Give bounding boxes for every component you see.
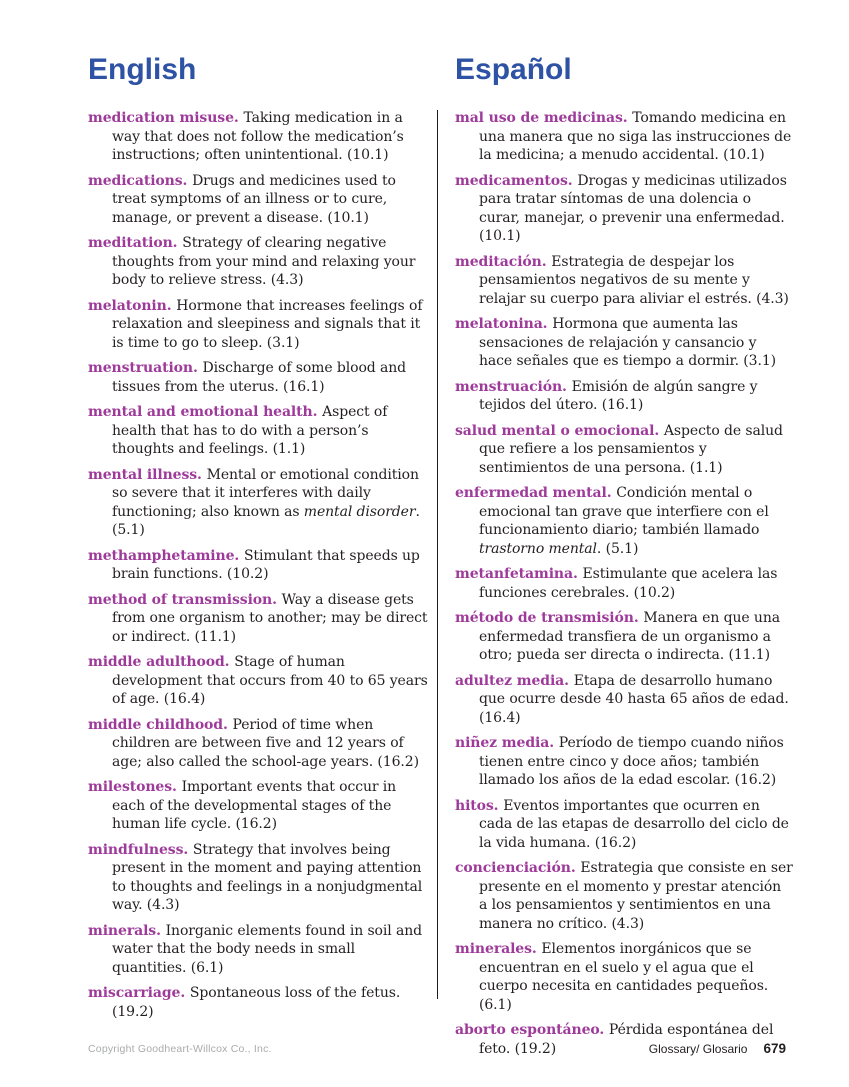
definition-text: Mental or emotional condition so severe that it interferes with daily functioning; also known as [112, 466, 419, 520]
definition-text: Aspect of health that has to do with a person’s thoughts and feelings. (1.1) [112, 404, 388, 457]
definition-text: Estrategia que consiste en ser presente en el momento y prestar atención a los pensamientos y sentimientos en una manera no crítico. (4.3) [479, 860, 793, 932]
glossary-entry [455, 797, 793, 853]
glossary-entry [88, 359, 430, 396]
glossary-term: meditación. [455, 253, 552, 270]
glossary-entry [455, 109, 793, 165]
glossary-entry [455, 734, 793, 790]
glossary-entry [88, 403, 430, 459]
definition-text: Taking medication in a way that does not follow the medication’s instructions; often unintentional. (10.1) [112, 110, 404, 163]
glossary-entry [88, 109, 430, 165]
glossary-term: menstruation. [88, 360, 203, 376]
entry-list-espanol [455, 109, 793, 1058]
glossary-term: minerals. [88, 922, 166, 939]
definition-text: Stage of human development that occurs from 40 to 65 years of age. (16.4) [112, 654, 428, 707]
glossary-term: hitos. [455, 797, 504, 814]
definition-text: Drogas y medicinas utilizados para tratar síntomas de una dolencia o curar, manejar, o prevenir una enfermedad. (10.1) [479, 172, 787, 244]
glossary-entry [455, 422, 793, 478]
glossary-entry [455, 484, 793, 558]
glossary-entry [88, 778, 430, 834]
glossary-term: concienciación. [455, 860, 581, 876]
definition-text: Stimulant that speeds up brain functions. (10.2) [112, 547, 420, 582]
definition-text: Pérdida espontánea del feto. (19.2) [479, 1022, 774, 1057]
glossary-term: medicamentos. [455, 172, 578, 189]
glossary-entry [455, 859, 793, 933]
glossary-term: minerales. [455, 941, 542, 957]
definition-text: Spontaneous loss of the fetus. (19.2) [112, 985, 401, 1020]
column-espanol [455, 53, 793, 1065]
definition-text: Estrategia de despejar los pensamientos negativos de su mente y relajar su cuerpo para aliviar el estrés. (4.3) [479, 253, 789, 307]
definition-text: Strategy of clearing negative thoughts from your mind and relaxing your body to relieve stress. (4.3) [112, 235, 416, 288]
definition-text: Condición mental o emocional tan grave que interfiere con el funcionamiento diario; también llamado [479, 485, 769, 538]
definition-italic-text: mental disorder [303, 503, 416, 520]
definition-text: Aspecto de salud que refiere a los pensamientos y sentimientos de una persona. (1.1) [479, 422, 783, 476]
glossary-term: niñez media. [455, 735, 559, 751]
glossary-term: methamphetamine. [88, 547, 244, 564]
glossary-term: aborto espontáneo. [455, 1022, 609, 1038]
definition-text: . (5.1) [112, 503, 420, 538]
page-number: 679 [763, 1041, 786, 1056]
copyright-text: Copyright Goodheart-Willcox Co., Inc. [88, 1043, 272, 1055]
glossary-term: adultez media. [455, 672, 574, 689]
definition-text: Inorganic elements found in soil and water that the body needs in small quantities. (6.1) [112, 922, 423, 976]
definition-text: Hormona que aumenta las sensaciones de relajación y cansancio y hace señales que es tiempo a dormir. (3.1) [479, 316, 776, 369]
glossary-term: medications. [88, 172, 193, 189]
definition-text: Strategy that involves being present in the moment and paying attention to thoughts and feelings in a nonjudgmental way. (4.3) [112, 841, 423, 913]
glossary-entry [88, 297, 430, 353]
glossary-term: mental illness. [88, 466, 207, 483]
glossary-entry [455, 315, 793, 371]
glossary-term: medication misuse. [88, 110, 244, 126]
footer-section-title: Glossary/ Glosario [648, 1042, 748, 1056]
glossary-term: middle adulthood. [88, 654, 235, 670]
definition-text: Important events that occur in each of the developmental stages of the human life cycle. (16.2) [112, 779, 397, 832]
glossary-term: enfermedad mental. [455, 485, 617, 501]
glossary-entry [455, 672, 793, 728]
glossary-entry [455, 378, 793, 415]
definition-text: Manera en que una enfermedad transfiera de un organismo a otro; pueda ser directa o indirecta. (11.1) [479, 610, 780, 663]
entry-list-english [88, 109, 430, 1021]
glossary-entry [88, 922, 430, 978]
column-heading-espanol: Español [455, 53, 572, 86]
definition-text: Way a disease gets from one organism to another; may be direct or indirect. (11.1) [112, 591, 428, 645]
glossary-term: melatonina. [455, 316, 553, 332]
glossary-term: mindfulness. [88, 841, 193, 858]
definition-text: Emisión de algún sangre y tejidos del útero. (16.1) [479, 378, 758, 413]
glossary-entry [455, 172, 793, 246]
definition-text: Tomando medicina en una manera que no siga las instrucciones de la medicina; a menudo accidental. (10.1) [479, 110, 792, 163]
glossary-term: mal uso de medicinas. [455, 110, 633, 126]
glossary-entry [88, 547, 430, 584]
glossary-term: metanfetamina. [455, 566, 583, 582]
glossary-entry [88, 172, 430, 228]
glossary-entry [455, 565, 793, 602]
definition-text: . (5.1) [596, 540, 639, 557]
glossary-entry [88, 591, 430, 647]
glossary-term: milestones. [88, 779, 182, 795]
definition-text: Elementos inorgánicos que se encuentran en el suelo y el agua que el cuerpo necesita en cantidades pequeños. (6.1) [479, 941, 769, 1013]
glossary-term: método de transmisión. [455, 610, 644, 626]
glossary-entry [88, 653, 430, 709]
glossary-term: miscarriage. [88, 985, 190, 1001]
definition-text: Etapa de desarrollo humano que ocurre desde 40 hasta 65 años de edad. (16.4) [479, 672, 789, 726]
definition-text: Drugs and medicines used to treat symptoms of an illness or to cure, manage, or prevent a disease. (10.1) [112, 172, 396, 226]
glossary-term: melatonin. [88, 297, 177, 314]
glossary-term: middle childhood. [88, 716, 233, 733]
column-heading-english: English [88, 53, 197, 86]
column-english [88, 53, 430, 1028]
definition-text: Discharge of some blood and tissues from the uterus. (16.1) [112, 360, 407, 395]
glossary-entry [88, 466, 430, 540]
glossary-term: mental and emotional health. [88, 404, 323, 420]
glossary-term: menstruación. [455, 378, 572, 395]
definition-text: Hormone that increases feelings of relaxation and sleepiness and signals that it is time to go to sleep. (3.1) [112, 297, 423, 351]
definition-text: Estimulante que acelera las funciones cerebrales. (10.2) [479, 566, 778, 601]
glossary-entry [88, 841, 430, 915]
glossary-entry [88, 234, 430, 290]
definition-italic-text: trastorno mental [479, 540, 597, 557]
glossary-term: salud mental o emocional. [455, 422, 664, 439]
footer-right [649, 1041, 786, 1056]
glossary-entry [455, 253, 793, 309]
glossary-term: method of transmission. [88, 591, 282, 608]
glossary-entry [88, 716, 430, 772]
column-divider [437, 110, 438, 999]
glossary-entry [88, 984, 430, 1021]
definition-text: Eventos importantes que ocurren en cada de las etapas de desarrollo del ciclo de la vida humana. (16.2) [479, 797, 789, 851]
glossary-entry [455, 940, 793, 1014]
definition-text: Período de tiempo cuando niños tienen entre cinco y doce años; también llamado los años de la edad escolar. (16.2) [479, 735, 784, 788]
definition-text: Period of time when children are between five and 12 years of age; also called the school-age years. (16.2) [112, 716, 419, 770]
glossary-term: meditation. [88, 235, 183, 251]
glossary-entry [455, 609, 793, 665]
